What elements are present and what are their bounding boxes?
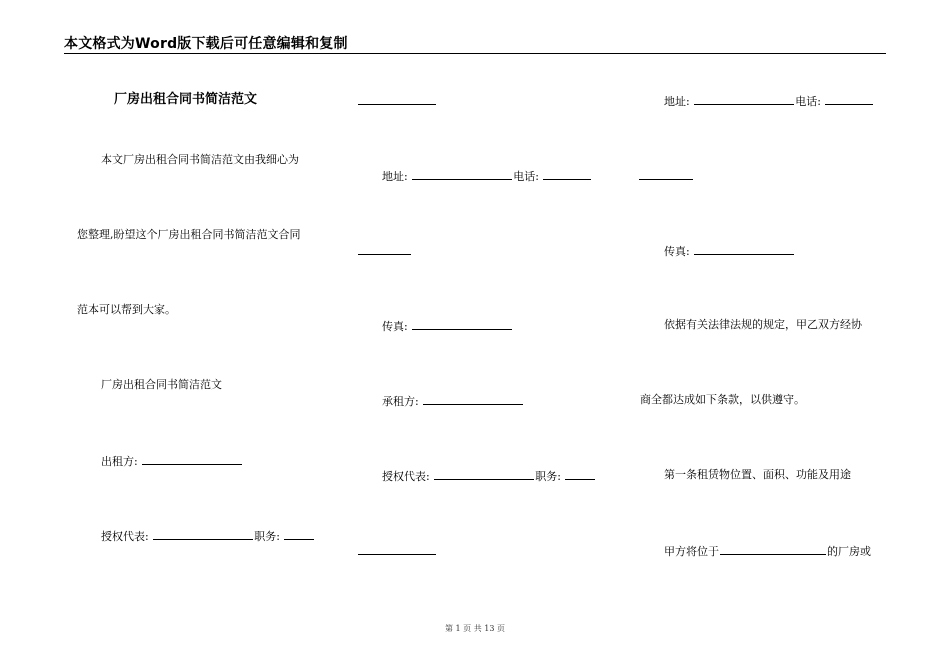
phone-blank — [543, 168, 591, 180]
header-divider — [64, 53, 886, 54]
blank-line — [358, 254, 411, 255]
lessor-fax-line — [382, 318, 513, 334]
position-blank — [565, 468, 595, 480]
location-blank — [720, 543, 826, 555]
page-header: 本文格式为Word版下载后可任意编辑和复制 — [64, 36, 348, 52]
article-1-title: 第一条租赁物位置、面积、功能及用途 — [664, 468, 851, 481]
intro-line-2: 您整理,盼望这个厂房出租合同书简洁范文合同 — [77, 228, 301, 241]
intro-line-1: 本文厂房出租合同书简洁范文由我细心为 — [101, 153, 299, 166]
fax-blank — [412, 318, 512, 330]
blank-line — [358, 104, 436, 105]
lessee-line — [382, 393, 524, 409]
representative-blank — [153, 528, 253, 540]
document-title: 厂房出租合同书简洁范文 — [114, 92, 258, 107]
address-blank — [412, 168, 512, 180]
address-blank — [694, 93, 794, 105]
law-line-1: 依据有关法律法规的规定，甲乙双方经协 — [664, 318, 862, 331]
lessee-representative-line — [382, 468, 596, 484]
lessor-line — [101, 453, 243, 469]
phone-label: 电话: — [795, 95, 821, 108]
intro-line-3: 范本可以帮到大家。 — [77, 303, 176, 316]
article-1-prefix: 甲方将位于 — [664, 545, 719, 558]
lessee-address-line — [664, 93, 874, 109]
section-title: 厂房出租合同书简洁范文 — [101, 378, 222, 391]
fax-label: 传真: — [382, 320, 408, 333]
position-blank — [284, 528, 314, 540]
position-label: 职务: — [535, 470, 561, 483]
law-line-2: 商全都达成如下条款，以供遵守。 — [640, 393, 805, 406]
address-label: 地址: — [664, 95, 690, 108]
lessor-address-line — [382, 168, 592, 184]
fax-blank — [694, 243, 794, 255]
position-label: 职务: — [254, 530, 280, 543]
blank-line — [639, 179, 693, 180]
article-1-text — [664, 543, 871, 559]
page-footer: 第 1 页 共 13 页 — [445, 624, 505, 633]
address-label: 地址: — [382, 170, 408, 183]
representative-blank — [434, 468, 534, 480]
lessee-blank — [423, 393, 523, 405]
representative-label: 授权代表: — [101, 530, 149, 543]
blank-line — [358, 554, 436, 555]
lessee-fax-line — [664, 243, 795, 259]
lessor-blank — [142, 453, 242, 465]
phone-blank — [825, 93, 873, 105]
phone-label: 电话: — [513, 170, 539, 183]
lessor-label: 出租方: — [101, 455, 138, 468]
article-1-suffix: 的厂房或 — [827, 545, 871, 558]
lessee-label: 承租方: — [382, 395, 419, 408]
representative-label: 授权代表: — [382, 470, 430, 483]
representative-line — [101, 528, 315, 544]
fax-label: 传真: — [664, 245, 690, 258]
